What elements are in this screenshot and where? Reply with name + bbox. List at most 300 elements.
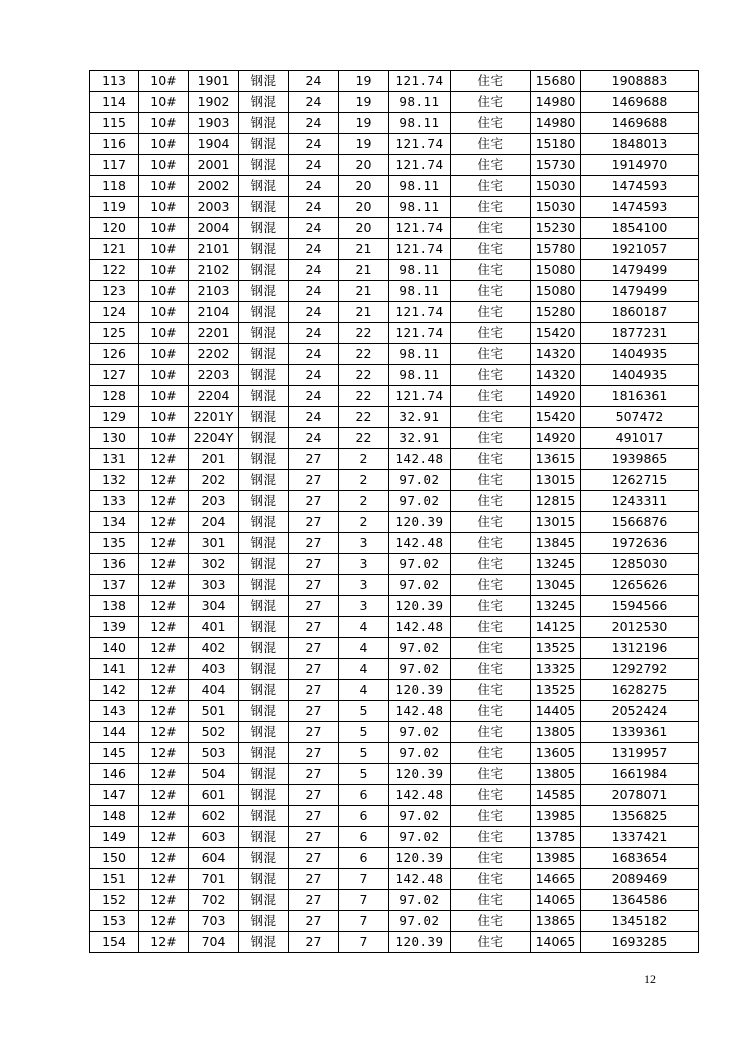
cell-room: 401 xyxy=(189,617,239,638)
cell-floor: 6 xyxy=(339,827,389,848)
cell-total-price: 1914970 xyxy=(581,155,699,176)
cell-structure: 钢混 xyxy=(239,323,289,344)
table-row xyxy=(90,701,699,722)
cell-building: 10# xyxy=(139,176,189,197)
cell-total-price: 1908883 xyxy=(581,71,699,92)
cell-usage: 住宅 xyxy=(451,323,531,344)
cell-floor: 5 xyxy=(339,722,389,743)
cell-unit-price: 13615 xyxy=(531,449,581,470)
cell-room: 2101 xyxy=(189,239,239,260)
cell-structure: 钢混 xyxy=(239,260,289,281)
cell-floor: 22 xyxy=(339,386,389,407)
cell-total-floors: 27 xyxy=(289,470,339,491)
cell-area: 121.74 xyxy=(389,239,451,260)
cell-total-floors: 27 xyxy=(289,659,339,680)
cell-room: 504 xyxy=(189,764,239,785)
cell-room: 203 xyxy=(189,491,239,512)
cell-total-floors: 27 xyxy=(289,743,339,764)
cell-structure: 钢混 xyxy=(239,302,289,323)
cell-area: 120.39 xyxy=(389,512,451,533)
table-row xyxy=(90,638,699,659)
cell-seq-no: 150 xyxy=(90,848,139,869)
cell-building: 12# xyxy=(139,470,189,491)
cell-seq-no: 115 xyxy=(90,113,139,134)
cell-floor: 21 xyxy=(339,260,389,281)
cell-building: 12# xyxy=(139,722,189,743)
cell-unit-price: 13785 xyxy=(531,827,581,848)
cell-unit-price: 13015 xyxy=(531,512,581,533)
cell-unit-price: 15280 xyxy=(531,302,581,323)
cell-room: 601 xyxy=(189,785,239,806)
cell-building: 10# xyxy=(139,344,189,365)
cell-structure: 钢混 xyxy=(239,743,289,764)
cell-total-floors: 24 xyxy=(289,323,339,344)
cell-building: 12# xyxy=(139,533,189,554)
table-row xyxy=(90,155,699,176)
cell-total-price: 1404935 xyxy=(581,344,699,365)
cell-floor: 4 xyxy=(339,659,389,680)
table-row xyxy=(90,596,699,617)
cell-total-price: 1479499 xyxy=(581,260,699,281)
cell-total-floors: 27 xyxy=(289,533,339,554)
cell-total-floors: 24 xyxy=(289,386,339,407)
cell-total-floors: 27 xyxy=(289,911,339,932)
cell-usage: 住宅 xyxy=(451,890,531,911)
cell-seq-no: 138 xyxy=(90,596,139,617)
cell-unit-price: 13325 xyxy=(531,659,581,680)
cell-total-floors: 27 xyxy=(289,890,339,911)
cell-floor: 22 xyxy=(339,323,389,344)
cell-total-price: 1404935 xyxy=(581,365,699,386)
cell-structure: 钢混 xyxy=(239,407,289,428)
cell-seq-no: 143 xyxy=(90,701,139,722)
cell-unit-price: 13605 xyxy=(531,743,581,764)
cell-seq-no: 124 xyxy=(90,302,139,323)
cell-seq-no: 144 xyxy=(90,722,139,743)
cell-unit-price: 15680 xyxy=(531,71,581,92)
cell-floor: 3 xyxy=(339,533,389,554)
cell-total-price: 2012530 xyxy=(581,617,699,638)
cell-floor: 2 xyxy=(339,491,389,512)
table-row xyxy=(90,407,699,428)
cell-seq-no: 149 xyxy=(90,827,139,848)
cell-building: 10# xyxy=(139,281,189,302)
cell-area: 142.48 xyxy=(389,617,451,638)
table-row xyxy=(90,470,699,491)
cell-area: 142.48 xyxy=(389,869,451,890)
table-row xyxy=(90,344,699,365)
cell-unit-price: 14065 xyxy=(531,890,581,911)
cell-room: 2104 xyxy=(189,302,239,323)
cell-structure: 钢混 xyxy=(239,176,289,197)
cell-building: 10# xyxy=(139,365,189,386)
cell-room: 1904 xyxy=(189,134,239,155)
cell-unit-price: 13045 xyxy=(531,575,581,596)
cell-seq-no: 128 xyxy=(90,386,139,407)
cell-total-floors: 27 xyxy=(289,848,339,869)
cell-unit-price: 14980 xyxy=(531,92,581,113)
cell-room: 202 xyxy=(189,470,239,491)
cell-usage: 住宅 xyxy=(451,428,531,449)
cell-total-price: 1262715 xyxy=(581,470,699,491)
cell-unit-price: 13245 xyxy=(531,596,581,617)
cell-total-floors: 27 xyxy=(289,701,339,722)
page-number: 12 xyxy=(644,972,656,986)
cell-usage: 住宅 xyxy=(451,470,531,491)
cell-usage: 住宅 xyxy=(451,785,531,806)
cell-usage: 住宅 xyxy=(451,722,531,743)
cell-unit-price: 13245 xyxy=(531,554,581,575)
cell-building: 12# xyxy=(139,785,189,806)
cell-area: 120.39 xyxy=(389,764,451,785)
table-row xyxy=(90,848,699,869)
cell-structure: 钢混 xyxy=(239,134,289,155)
cell-building: 10# xyxy=(139,71,189,92)
cell-area: 97.02 xyxy=(389,890,451,911)
cell-unit-price: 14980 xyxy=(531,113,581,134)
cell-area: 97.02 xyxy=(389,722,451,743)
cell-structure: 钢混 xyxy=(239,197,289,218)
cell-structure: 钢混 xyxy=(239,449,289,470)
cell-unit-price: 14665 xyxy=(531,869,581,890)
cell-usage: 住宅 xyxy=(451,743,531,764)
cell-area: 98.11 xyxy=(389,344,451,365)
table-row xyxy=(90,113,699,134)
cell-seq-no: 136 xyxy=(90,554,139,575)
table-row xyxy=(90,722,699,743)
cell-room: 2002 xyxy=(189,176,239,197)
cell-usage: 住宅 xyxy=(451,911,531,932)
cell-total-price: 507472 xyxy=(581,407,699,428)
cell-total-floors: 27 xyxy=(289,512,339,533)
cell-floor: 20 xyxy=(339,197,389,218)
cell-structure: 钢混 xyxy=(239,365,289,386)
cell-seq-no: 129 xyxy=(90,407,139,428)
cell-total-floors: 24 xyxy=(289,134,339,155)
cell-unit-price: 15420 xyxy=(531,407,581,428)
cell-building: 12# xyxy=(139,869,189,890)
cell-total-price: 1345182 xyxy=(581,911,699,932)
cell-total-price: 1628275 xyxy=(581,680,699,701)
cell-area: 98.11 xyxy=(389,197,451,218)
cell-unit-price: 14125 xyxy=(531,617,581,638)
cell-structure: 钢混 xyxy=(239,344,289,365)
cell-total-floors: 27 xyxy=(289,638,339,659)
cell-unit-price: 14320 xyxy=(531,365,581,386)
cell-building: 12# xyxy=(139,932,189,953)
cell-room: 1901 xyxy=(189,71,239,92)
cell-unit-price: 14065 xyxy=(531,932,581,953)
cell-structure: 钢混 xyxy=(239,218,289,239)
cell-structure: 钢混 xyxy=(239,659,289,680)
cell-total-floors: 27 xyxy=(289,575,339,596)
cell-total-floors: 24 xyxy=(289,344,339,365)
cell-room: 503 xyxy=(189,743,239,764)
cell-total-floors: 24 xyxy=(289,176,339,197)
cell-structure: 钢混 xyxy=(239,932,289,953)
cell-usage: 住宅 xyxy=(451,554,531,575)
cell-seq-no: 125 xyxy=(90,323,139,344)
cell-unit-price: 15780 xyxy=(531,239,581,260)
cell-total-price: 1921057 xyxy=(581,239,699,260)
cell-total-floors: 27 xyxy=(289,764,339,785)
cell-room: 301 xyxy=(189,533,239,554)
cell-room: 2001 xyxy=(189,155,239,176)
cell-unit-price: 15080 xyxy=(531,281,581,302)
cell-room: 603 xyxy=(189,827,239,848)
table-row xyxy=(90,869,699,890)
cell-building: 12# xyxy=(139,701,189,722)
cell-floor: 21 xyxy=(339,239,389,260)
cell-total-floors: 27 xyxy=(289,617,339,638)
cell-unit-price: 12815 xyxy=(531,491,581,512)
cell-building: 10# xyxy=(139,386,189,407)
cell-area: 97.02 xyxy=(389,806,451,827)
table-row xyxy=(90,449,699,470)
cell-seq-no: 134 xyxy=(90,512,139,533)
cell-room: 502 xyxy=(189,722,239,743)
cell-total-price: 1683654 xyxy=(581,848,699,869)
cell-usage: 住宅 xyxy=(451,365,531,386)
cell-area: 142.48 xyxy=(389,701,451,722)
cell-area: 97.02 xyxy=(389,827,451,848)
table-row xyxy=(90,659,699,680)
table-row xyxy=(90,491,699,512)
cell-area: 121.74 xyxy=(389,134,451,155)
cell-seq-no: 118 xyxy=(90,176,139,197)
cell-floor: 21 xyxy=(339,302,389,323)
cell-total-price: 1364586 xyxy=(581,890,699,911)
cell-total-floors: 24 xyxy=(289,281,339,302)
cell-unit-price: 14585 xyxy=(531,785,581,806)
cell-structure: 钢混 xyxy=(239,722,289,743)
cell-total-floors: 24 xyxy=(289,218,339,239)
cell-floor: 7 xyxy=(339,911,389,932)
cell-floor: 20 xyxy=(339,155,389,176)
cell-unit-price: 13845 xyxy=(531,533,581,554)
cell-total-floors: 27 xyxy=(289,449,339,470)
cell-room: 304 xyxy=(189,596,239,617)
cell-usage: 住宅 xyxy=(451,344,531,365)
cell-room: 204 xyxy=(189,512,239,533)
cell-total-price: 491017 xyxy=(581,428,699,449)
table-row xyxy=(90,281,699,302)
cell-building: 10# xyxy=(139,302,189,323)
cell-usage: 住宅 xyxy=(451,617,531,638)
cell-seq-no: 116 xyxy=(90,134,139,155)
cell-building: 12# xyxy=(139,911,189,932)
cell-seq-no: 114 xyxy=(90,92,139,113)
cell-seq-no: 121 xyxy=(90,239,139,260)
cell-building: 10# xyxy=(139,428,189,449)
cell-seq-no: 141 xyxy=(90,659,139,680)
cell-floor: 20 xyxy=(339,176,389,197)
cell-building: 12# xyxy=(139,596,189,617)
cell-unit-price: 13805 xyxy=(531,764,581,785)
data-table xyxy=(89,70,699,953)
cell-total-floors: 27 xyxy=(289,554,339,575)
cell-unit-price: 15080 xyxy=(531,260,581,281)
cell-total-price: 1339361 xyxy=(581,722,699,743)
cell-area: 97.02 xyxy=(389,911,451,932)
cell-room: 302 xyxy=(189,554,239,575)
cell-seq-no: 148 xyxy=(90,806,139,827)
cell-seq-no: 123 xyxy=(90,281,139,302)
cell-total-price: 1854100 xyxy=(581,218,699,239)
cell-seq-no: 152 xyxy=(90,890,139,911)
cell-area: 121.74 xyxy=(389,155,451,176)
cell-room: 2102 xyxy=(189,260,239,281)
table-row xyxy=(90,302,699,323)
cell-seq-no: 146 xyxy=(90,764,139,785)
cell-usage: 住宅 xyxy=(451,596,531,617)
cell-total-price: 1877231 xyxy=(581,323,699,344)
cell-seq-no: 122 xyxy=(90,260,139,281)
cell-floor: 2 xyxy=(339,470,389,491)
cell-seq-no: 139 xyxy=(90,617,139,638)
cell-room: 2103 xyxy=(189,281,239,302)
cell-total-floors: 24 xyxy=(289,197,339,218)
cell-structure: 钢混 xyxy=(239,575,289,596)
cell-seq-no: 130 xyxy=(90,428,139,449)
cell-building: 12# xyxy=(139,554,189,575)
cell-usage: 住宅 xyxy=(451,827,531,848)
cell-area: 121.74 xyxy=(389,71,451,92)
cell-unit-price: 13015 xyxy=(531,470,581,491)
cell-usage: 住宅 xyxy=(451,386,531,407)
cell-seq-no: 147 xyxy=(90,785,139,806)
cell-total-price: 2089469 xyxy=(581,869,699,890)
cell-unit-price: 14920 xyxy=(531,386,581,407)
cell-unit-price: 13525 xyxy=(531,638,581,659)
cell-seq-no: 119 xyxy=(90,197,139,218)
table-row xyxy=(90,890,699,911)
cell-seq-no: 133 xyxy=(90,491,139,512)
cell-total-floors: 27 xyxy=(289,680,339,701)
cell-usage: 住宅 xyxy=(451,638,531,659)
table-row xyxy=(90,533,699,554)
cell-total-floors: 27 xyxy=(289,785,339,806)
cell-floor: 6 xyxy=(339,785,389,806)
cell-floor: 7 xyxy=(339,869,389,890)
cell-area: 32.91 xyxy=(389,428,451,449)
cell-building: 12# xyxy=(139,827,189,848)
cell-structure: 钢混 xyxy=(239,491,289,512)
cell-floor: 19 xyxy=(339,113,389,134)
cell-total-price: 1356825 xyxy=(581,806,699,827)
cell-usage: 住宅 xyxy=(451,449,531,470)
table-row xyxy=(90,134,699,155)
cell-building: 12# xyxy=(139,743,189,764)
cell-floor: 4 xyxy=(339,617,389,638)
cell-seq-no: 131 xyxy=(90,449,139,470)
cell-area: 120.39 xyxy=(389,680,451,701)
table-row xyxy=(90,764,699,785)
cell-building: 10# xyxy=(139,134,189,155)
cell-structure: 钢混 xyxy=(239,764,289,785)
cell-area: 120.39 xyxy=(389,596,451,617)
cell-unit-price: 15030 xyxy=(531,197,581,218)
cell-floor: 5 xyxy=(339,743,389,764)
cell-structure: 钢混 xyxy=(239,428,289,449)
cell-area: 120.39 xyxy=(389,932,451,953)
cell-total-floors: 27 xyxy=(289,596,339,617)
cell-building: 10# xyxy=(139,113,189,134)
cell-total-floors: 24 xyxy=(289,302,339,323)
cell-area: 98.11 xyxy=(389,92,451,113)
cell-seq-no: 117 xyxy=(90,155,139,176)
cell-area: 98.11 xyxy=(389,365,451,386)
cell-structure: 钢混 xyxy=(239,71,289,92)
cell-total-price: 1594566 xyxy=(581,596,699,617)
cell-total-price: 1312196 xyxy=(581,638,699,659)
cell-unit-price: 15180 xyxy=(531,134,581,155)
table-row xyxy=(90,617,699,638)
cell-floor: 5 xyxy=(339,764,389,785)
cell-structure: 钢混 xyxy=(239,911,289,932)
cell-structure: 钢混 xyxy=(239,155,289,176)
cell-structure: 钢混 xyxy=(239,512,289,533)
cell-building: 12# xyxy=(139,512,189,533)
cell-usage: 住宅 xyxy=(451,71,531,92)
cell-structure: 钢混 xyxy=(239,890,289,911)
table-row xyxy=(90,386,699,407)
table-row xyxy=(90,512,699,533)
cell-structure: 钢混 xyxy=(239,680,289,701)
cell-structure: 钢混 xyxy=(239,869,289,890)
cell-room: 602 xyxy=(189,806,239,827)
cell-structure: 钢混 xyxy=(239,785,289,806)
cell-building: 12# xyxy=(139,638,189,659)
cell-usage: 住宅 xyxy=(451,512,531,533)
cell-total-floors: 27 xyxy=(289,806,339,827)
table-row xyxy=(90,554,699,575)
cell-area: 97.02 xyxy=(389,659,451,680)
cell-room: 403 xyxy=(189,659,239,680)
cell-total-floors: 24 xyxy=(289,407,339,428)
cell-area: 32.91 xyxy=(389,407,451,428)
cell-unit-price: 15730 xyxy=(531,155,581,176)
cell-total-price: 1474593 xyxy=(581,197,699,218)
cell-room: 2004 xyxy=(189,218,239,239)
cell-seq-no: 132 xyxy=(90,470,139,491)
cell-structure: 钢混 xyxy=(239,470,289,491)
cell-building: 12# xyxy=(139,890,189,911)
cell-total-price: 1479499 xyxy=(581,281,699,302)
cell-total-price: 1469688 xyxy=(581,92,699,113)
cell-area: 98.11 xyxy=(389,113,451,134)
cell-building: 12# xyxy=(139,806,189,827)
cell-total-price: 1265626 xyxy=(581,575,699,596)
cell-building: 12# xyxy=(139,848,189,869)
cell-seq-no: 145 xyxy=(90,743,139,764)
table-row xyxy=(90,911,699,932)
cell-floor: 22 xyxy=(339,344,389,365)
cell-building: 10# xyxy=(139,92,189,113)
cell-seq-no: 153 xyxy=(90,911,139,932)
cell-total-floors: 24 xyxy=(289,428,339,449)
cell-floor: 2 xyxy=(339,449,389,470)
cell-usage: 住宅 xyxy=(451,491,531,512)
cell-building: 12# xyxy=(139,575,189,596)
cell-usage: 住宅 xyxy=(451,92,531,113)
cell-building: 12# xyxy=(139,659,189,680)
cell-unit-price: 15230 xyxy=(531,218,581,239)
cell-total-price: 1693285 xyxy=(581,932,699,953)
table-row xyxy=(90,680,699,701)
cell-area: 98.11 xyxy=(389,260,451,281)
cell-room: 2204 xyxy=(189,386,239,407)
